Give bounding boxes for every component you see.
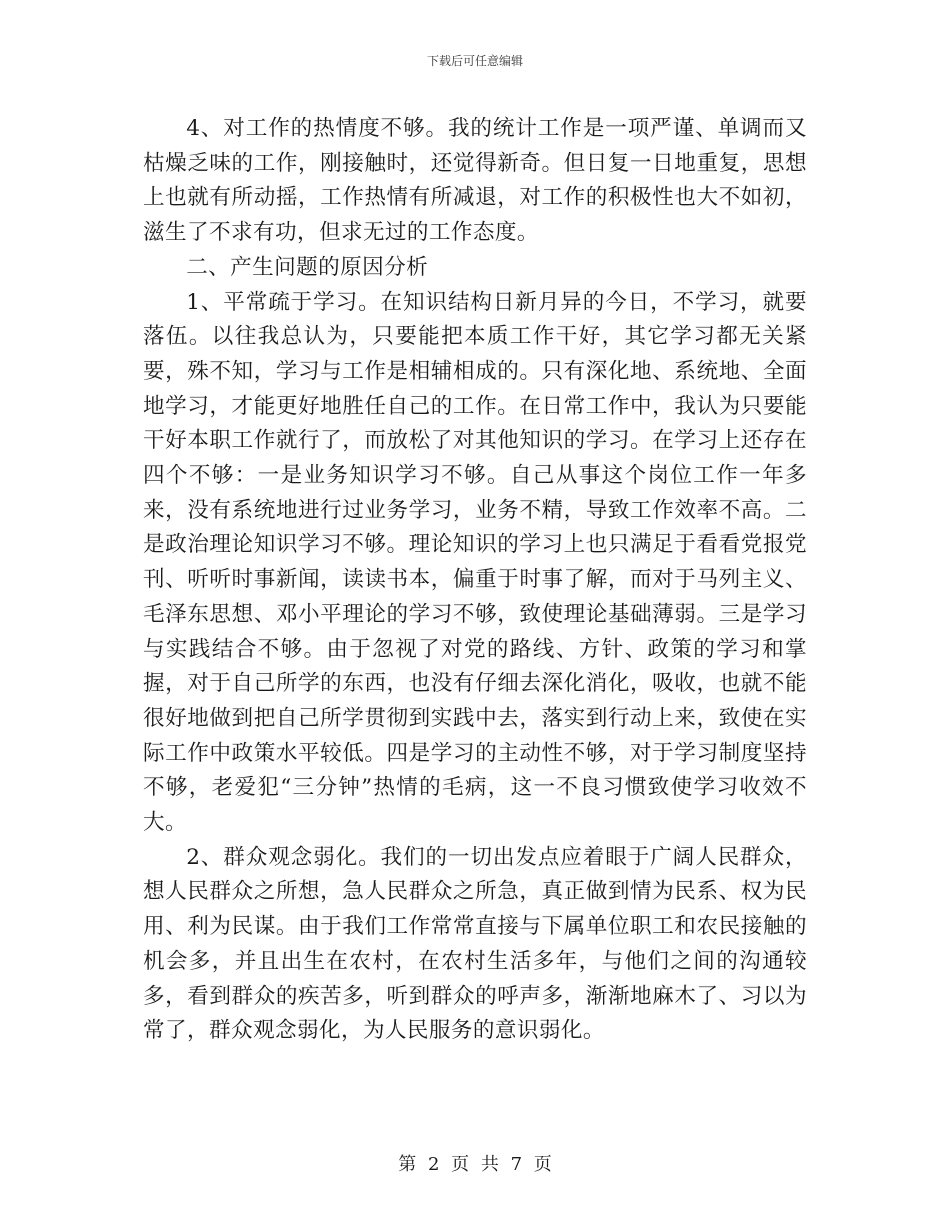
paragraph-mass-awareness: 2、群众观念弱化。我们的一切出发点应着眼于广阔人民群众，想人民群众之所想，急人民群众之所急，真正做到情为民系、权为民用、利为民谋。由于我们工作常常直接与下属单位职工和农民接触的机会多，并且出生在农村，在农村生活多年，与他们之间的沟通较多，看到群众的疾苦多，听到群众的呼声多，渐渐地麻木了、习以为常了，群众观念弱化，为人民服务的意识弱化。 <box>143 844 807 1044</box>
page-header: 下载后可任意编辑 <box>426 54 523 68</box>
paragraph-work-enthusiasm: 4、对工作的热情度不够。我的统计工作是一项严谨、单调而又枯燥乏味的工作，刚接触时，还觉得新奇。但日复一日地重复，思想上也就有所动摇，工作热情有所减退，对工作的积极性也大不如初，滋生了不求有功，但求无过的工作态度。 <box>143 116 807 246</box>
document-body <box>143 112 807 1049</box>
paragraph-neglect-learning: 1、平常疏于学习。在知识结构日新月异的今日，不学习，就要落伍。以往我总认为，只要能把本质工作干好，其它学习都无关紧要，殊不知，学习与工作是相辅相成的。只有深化地、系统地、全面地学习，才能更好地胜任自己的工作。在日常工作中，我认为只要能干好本职工作就行了，而放松了对其他知识的学习。在学习上还存在四个不够：一是业务知识学习不够。自己从事这个岗位工作一年多来，没有系统地进行过业务学习，业务不精，导致工作效率不高。二是政治理论知识学习不够。理论知识的学习上也只满足于看看党报党刊、听听时事新闻，读读书本，偏重于时事了解，而对于马列主义、毛泽东思想、邓小平理论的学习不够，致使理论基础薄弱。三是学习与实践结合不够。由于忽视了对党的路线、方针、政策的学习和掌握，对于自己所学的东西，也没有仔细去深化消化，吸收，也就不能很好地做到把自己所学贯彻到实践中去，落实到行动上来，致使在实际工作中政策水平较低。四是学习的主动性不够，对于学习制度坚持不够，老爱犯“三分钟”热情的毛病，这一不良习惯致使学习收效不大。 <box>143 289 807 836</box>
page-number-footer: 第 2 页 共 7 页 <box>398 1154 552 1175</box>
section-heading-cause-analysis: 二、产生问题的原因分析 <box>186 254 429 280</box>
